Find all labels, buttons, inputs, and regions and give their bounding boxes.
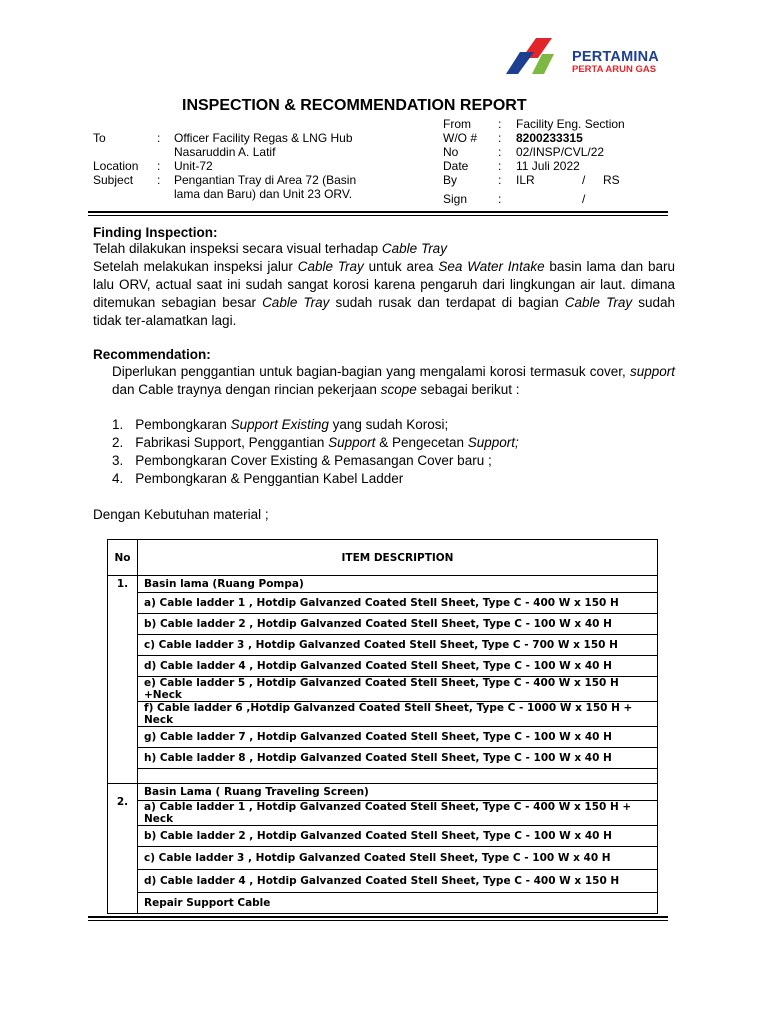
- recommendation-heading: Recommendation:: [93, 347, 211, 362]
- table-cell: c) Cable ladder 3 , Hotdip Galvanzed Coated Stell Sheet, Type C - 100 W x 40 H: [138, 847, 658, 870]
- from-label: From: [443, 117, 471, 131]
- logo-company-name: PERTAMINA: [572, 49, 659, 65]
- date-colon: :: [498, 159, 502, 173]
- footer-divider-thin: [88, 920, 668, 921]
- wo-label: W/O #: [443, 131, 478, 145]
- table-row: [108, 702, 658, 727]
- to-value-name: Nasaruddin A. Latif: [174, 145, 276, 159]
- table-header-row: [108, 540, 658, 576]
- material-table: [107, 539, 658, 914]
- date-value: 11 Juli 2022: [516, 159, 580, 173]
- no-value: 02/INSP/CVL/22: [516, 145, 605, 159]
- wo-value: 8200233315: [516, 131, 583, 145]
- table-row: [108, 826, 658, 847]
- table-row: [108, 727, 658, 748]
- col-description-header: ITEM DESCRIPTION: [138, 540, 658, 576]
- sign-label: Sign: [443, 192, 468, 206]
- group2-title: Basin Lama ( Ruang Traveling Screen): [138, 784, 658, 801]
- table-row: [108, 593, 658, 614]
- table-row: [108, 576, 658, 593]
- to-colon: :: [157, 131, 161, 145]
- finding-line1: Telah dilakukan inspeksi secara visual terhadap Cable Tray: [93, 241, 447, 256]
- table-cell: a) Cable ladder 1 , Hotdip Galvanzed Coated Stell Sheet, Type C - 400 W x 150 H: [138, 593, 658, 614]
- sign-colon: :: [498, 192, 502, 206]
- table-cell: a) Cable ladder 1 , Hotdip Galvanzed Coated Stell Sheet, Type C - 400 W x 150 H + Neck: [138, 801, 658, 826]
- subject-value-line2: lama dan Baru) dan Unit 23 ORV.: [174, 187, 353, 201]
- from-colon: :: [498, 117, 502, 131]
- table-cell: Repair Support Cable: [138, 893, 658, 914]
- by-slash: /: [582, 173, 586, 187]
- table-row: [108, 847, 658, 870]
- table-row: [108, 635, 658, 656]
- table-cell: d) Cable ladder 4 , Hotdip Galvanzed Coated Stell Sheet, Type C - 100 W x 40 H: [138, 656, 658, 677]
- table-row: [108, 656, 658, 677]
- date-label: Date: [443, 159, 469, 173]
- logo-subsidiary-name: PERTA ARUN GAS: [572, 64, 657, 75]
- scope-item-1: 1. Pembongkaran Support Existing yang sudah Korosi;: [112, 417, 449, 432]
- table-cell: f) Cable ladder 6 ,Hotdip Galvanzed Coated Stell Sheet, Type C - 1000 W x 150 H + Neck: [138, 702, 658, 727]
- subject-colon: :: [157, 173, 161, 187]
- table-cell: d) Cable ladder 4 , Hotdip Galvanzed Coated Stell Sheet, Type C - 400 W x 150 H: [138, 870, 658, 893]
- scope-item-3: 3. Pembongkaran Cover Existing & Pemasangan Cover baru ;: [112, 453, 492, 468]
- no-colon: :: [498, 145, 502, 159]
- pertamina-logo-icon: [506, 34, 568, 78]
- scope-item-2: 2. Fabrikasi Support, Penggantian Support & Pengecetan Support;: [112, 435, 519, 450]
- by-value-2: RS: [603, 173, 620, 187]
- table-cell: g) Cable ladder 7 , Hotdip Galvanzed Coated Stell Sheet, Type C - 100 W x 40 H: [138, 727, 658, 748]
- finding-heading: Finding Inspection:: [93, 225, 218, 240]
- sign-value: /: [582, 192, 586, 206]
- to-label: To: [93, 131, 106, 145]
- wo-colon: :: [498, 131, 502, 145]
- table-cell: c) Cable ladder 3 , Hotdip Galvanzed Coated Stell Sheet, Type C - 700 W x 150 H: [138, 635, 658, 656]
- recommendation-paragraph: Diperlukan penggantian untuk bagian-bagian yang mengalami korosi termasuk cover, support dan Cable traynya dengan rincian pekerjaan scope sebagai berikut :: [112, 364, 675, 397]
- to-value: Officer Facility Regas & LNG Hub: [174, 131, 353, 145]
- table-row: [108, 677, 658, 702]
- header-divider-thin: [88, 215, 668, 216]
- location-label: Location: [93, 159, 139, 173]
- footer-divider: [88, 916, 668, 918]
- table-row: [108, 784, 658, 801]
- table-row: [108, 614, 658, 635]
- by-value: ILR: [516, 173, 535, 187]
- subject-label: Subject: [93, 173, 134, 187]
- table-row: [108, 748, 658, 769]
- subject-value-line1: Pengantian Tray di Area 72 (Basin: [174, 173, 357, 187]
- report-title: INSPECTION & RECOMMENDATION REPORT: [182, 97, 527, 114]
- scope-item-4: 4. Pembongkaran & Penggantian Kabel Ladder: [112, 471, 404, 486]
- finding-paragraph: Setelah melakukan inspeksi jalur Cable Tray untuk area Sea Water Intake basin lama dan baru lalu ORV, actual saat ini sudah sangat korosi karena pengaruh dari lingkungan air laut. dimana ditemukan sebagian besar Cable Tray sudah rusak dan terdapat di bagian Cable Tray sudah tidak ter-alamatkan lagi.: [93, 259, 676, 328]
- by-colon: :: [498, 173, 502, 187]
- location-value: Unit-72: [174, 159, 213, 173]
- col-no-header: No: [108, 540, 138, 576]
- table-cell: b) Cable ladder 2 , Hotdip Galvanzed Coated Stell Sheet, Type C - 100 W x 40 H: [138, 826, 658, 847]
- table-row: [108, 893, 658, 914]
- header-divider: [88, 211, 668, 213]
- group1-number: 1.: [108, 576, 138, 784]
- group2-number: 2.: [108, 784, 138, 914]
- from-value: Facility Eng. Section: [516, 117, 625, 131]
- by-label: By: [443, 173, 458, 187]
- material-intro: Dengan Kebutuhan material ;: [93, 507, 269, 522]
- table-cell: h) Cable ladder 8 , Hotdip Galvanzed Coated Stell Sheet, Type C - 100 W x 40 H: [138, 748, 658, 769]
- no-label: No: [443, 145, 459, 159]
- table-row: [108, 801, 658, 826]
- table-cell: b) Cable ladder 2 , Hotdip Galvanzed Coated Stell Sheet, Type C - 100 W x 40 H: [138, 614, 658, 635]
- table-cell: e) Cable ladder 5 , Hotdip Galvanzed Coated Stell Sheet, Type C - 400 W x 150 H +Neck: [138, 677, 658, 702]
- group1-title: Basin lama (Ruang Pompa): [138, 576, 658, 593]
- table-row: [108, 870, 658, 893]
- location-colon: :: [157, 159, 161, 173]
- table-cell-blank: [138, 769, 658, 784]
- table-row: [108, 769, 658, 784]
